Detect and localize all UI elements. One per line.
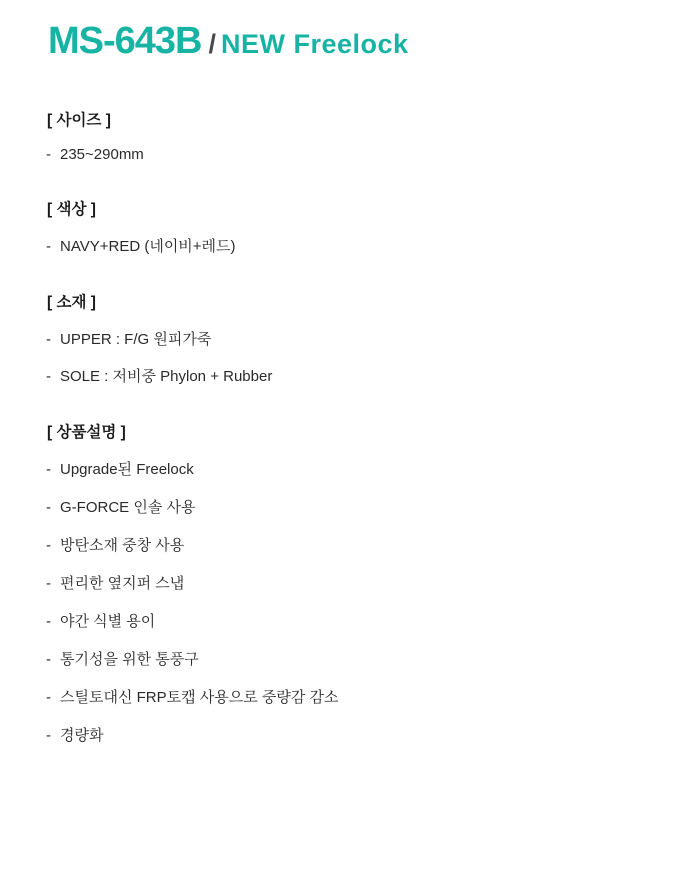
list-item-text: 방탄소재 중창 사용 [60, 537, 185, 554]
bullet-dash: - [46, 651, 51, 668]
page-title [48, 22, 409, 60]
list-item [46, 610, 646, 631]
section-heading: [ 색상 ] [47, 201, 96, 218]
section-heading: [ 사이즈 ] [47, 112, 111, 129]
section-size [46, 108, 646, 163]
section-heading: [ 상품설명 ] [47, 424, 126, 441]
list-item [46, 686, 646, 707]
list-item-text: 편리한 옆지퍼 스냅 [60, 575, 185, 592]
bullet-dash: - [46, 146, 51, 163]
list-item [46, 534, 646, 555]
list-item [46, 235, 646, 256]
list-item-text: 235~290mm [60, 146, 144, 163]
bullet-dash: - [46, 613, 51, 630]
list-item [46, 365, 646, 386]
bullet-dash: - [46, 575, 51, 592]
list-item-text: NAVY+RED (네이비+레드) [60, 238, 236, 255]
bullet-dash: - [46, 461, 51, 478]
list-item-text: 야간 식별 용이 [60, 613, 156, 630]
spec-sections [46, 108, 646, 762]
list-item [46, 328, 646, 349]
list-item [46, 496, 646, 517]
list-item-text: SOLE : 저비중 Phylon + Rubber [60, 368, 273, 385]
bullet-dash: - [46, 331, 51, 348]
list-item [46, 648, 646, 669]
bullet-dash: - [46, 689, 51, 706]
bullet-dash: - [46, 238, 51, 255]
section-color [46, 197, 646, 256]
list-item-text: Upgrade된 Freelock [60, 461, 194, 478]
list-item [46, 458, 646, 479]
list-item-text: 스틸토대신 FRP토캡 사용으로 중량감 감소 [60, 689, 339, 706]
list-item [46, 146, 646, 163]
section-heading: [ 소재 ] [47, 294, 96, 311]
list-item-text: 통기성을 위한 통풍구 [60, 651, 199, 668]
bullet-dash: - [46, 368, 51, 385]
list-item-text: 경량화 [60, 727, 104, 744]
list-item-text: UPPER : F/G 원피가죽 [60, 331, 212, 348]
bullet-dash: - [46, 499, 51, 516]
section-description [46, 420, 646, 745]
product-model-code: MS-643B [48, 20, 202, 62]
list-item [46, 724, 646, 745]
title-separator: / [208, 29, 217, 59]
product-model-name: NEW Freelock [221, 29, 409, 59]
list-item-text: G-FORCE 인솔 사용 [60, 499, 196, 516]
list-item [46, 572, 646, 593]
bullet-dash: - [46, 727, 51, 744]
section-material [46, 290, 646, 386]
bullet-dash: - [46, 537, 51, 554]
